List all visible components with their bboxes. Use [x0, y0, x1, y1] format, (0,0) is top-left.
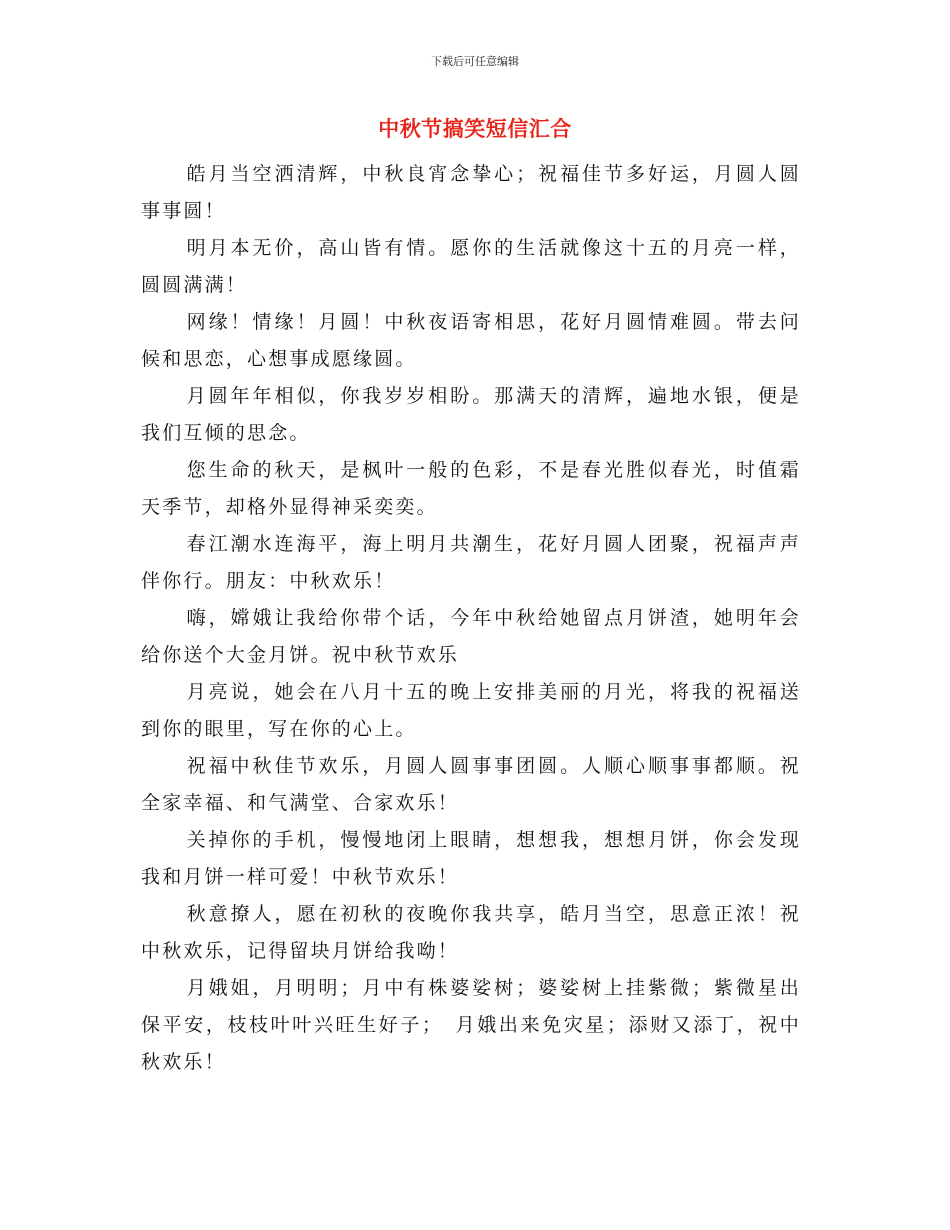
paragraph-11: 秋意撩人，愿在初秋的夜晚你我共享，皓月当空，思意正浓！祝中秋欢乐，记得留块月饼给我呦！ — [141, 903, 801, 962]
paragraph-9: 祝福中秋佳节欢乐，月圆人圆事事团圆。人顺心顺事事都顺。祝全家幸福、和气满堂、合家欢乐！ — [141, 755, 801, 814]
paragraph-7: 嗨，嫦娥让我给你带个话，今年中秋给她留点月饼渣，她明年会给你送个大金月饼。祝中秋节欢乐 — [141, 607, 801, 666]
paragraph-6: 春江潮水连海平，海上明月共潮生，花好月圆人团聚，祝福声声伴你行。朋友：中秋欢乐！ — [141, 533, 801, 592]
paragraph-5: 您生命的秋天，是枫叶一般的色彩，不是春光胜似春光，时值霜天季节，却格外显得神采奕奕。 — [141, 459, 801, 518]
document-title: 中秋节搞笑短信汇合 — [378, 116, 572, 141]
document-body — [141, 156, 801, 1081]
paragraph-8: 月亮说，她会在八月十五的晚上安排美丽的月光，将我的祝福送到你的眼里，写在你的心上。 — [141, 681, 801, 740]
paragraph-3: 网缘！情缘！月圆！中秋夜语寄相思，花好月圆情难圆。带去问候和思恋，心想事成愿缘圆。 — [141, 311, 801, 370]
header-note: 下载后可任意编辑 — [431, 55, 519, 68]
paragraph-1: 皓月当空洒清辉，中秋良宵念挚心；祝福佳节多好运，月圆人圆事事圆！ — [141, 163, 801, 222]
paragraph-2: 明月本无价，高山皆有情。愿你的生活就像这十五的月亮一样，圆圆满满！ — [141, 237, 801, 296]
paragraph-12: 月娥姐，月明明；月中有株婆娑树；婆娑树上挂紫微；紫微星出保平安，枝枝叶叶兴旺生好子； 月娥出来免灾星；添财又添丁，祝中秋欢乐！ — [141, 977, 801, 1073]
paragraph-10: 关掉你的手机，慢慢地闭上眼睛，想想我，想想月饼，你会发现我和月饼一样可爱！中秋节欢乐！ — [141, 829, 801, 888]
paragraph-4: 月圆年年相似，你我岁岁相盼。那满天的清辉，遍地水银，便是我们互倾的思念。 — [141, 385, 801, 444]
